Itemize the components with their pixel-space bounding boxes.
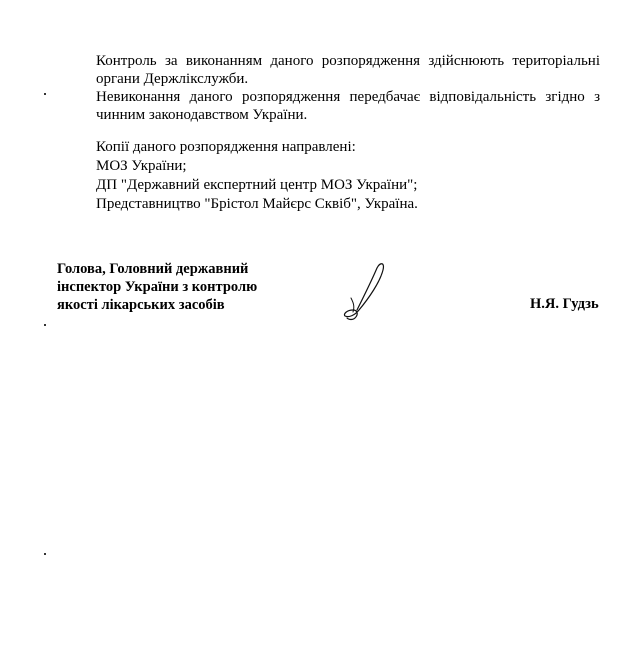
copies-list — [96, 138, 418, 214]
margin-mark — [44, 553, 46, 555]
margin-mark — [44, 324, 46, 326]
signatory-title-line: якості лікарських засобів — [57, 297, 225, 313]
copies-recipient: ДП "Державний експертний центр МОЗ України"; — [96, 177, 418, 193]
signatory-title-line: інспектор України з контролю — [57, 279, 258, 295]
copies-recipient: МОЗ України; — [96, 158, 187, 174]
copies-recipient: Представництво "Брістол Майєрс Сквіб", Україна. — [96, 196, 418, 212]
margin-mark — [44, 93, 46, 95]
handwritten-signature — [333, 258, 395, 322]
liability-paragraph: Невиконання даного розпорядження передбачає відповідальність згідно з чинним законодавством України. — [96, 89, 600, 123]
signatory-title-line: Голова, Головний державний — [57, 261, 249, 277]
control-paragraph: Контроль за виконанням даного розпорядження здійснюють територіальні органи Держлікслужби. — [96, 53, 600, 87]
signatory-name: Н.Я. Гудзь — [530, 296, 599, 312]
copies-heading: Копії даного розпорядження направлені: — [96, 139, 356, 155]
signatory-title — [57, 260, 257, 314]
